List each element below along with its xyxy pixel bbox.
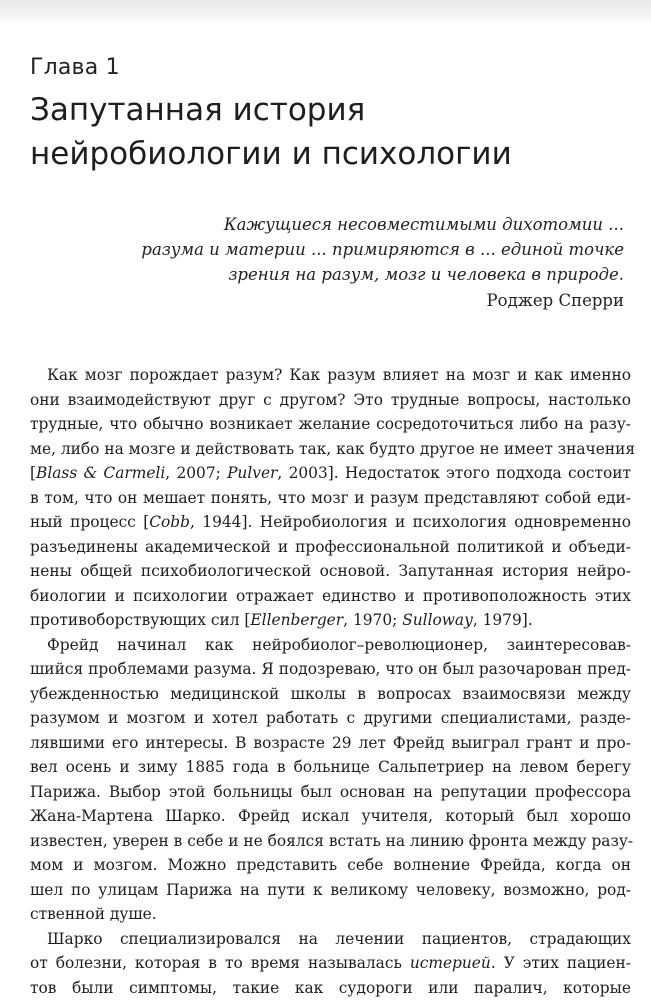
text-line: шел по улицам Парижа на пути к великому человеку, возможно, род- <box>30 880 631 899</box>
text-fragment: , 2003]. Недостаток этого подхода состоит <box>277 464 632 482</box>
text-line: мом и мозгом. Можно представить себе волнение Фрейда, когда он <box>30 856 631 874</box>
chapter-number: Глава 1 <box>30 55 120 80</box>
text-line: разумом и мозгом и хотел работать с другими специалистами, разде- <box>30 709 631 727</box>
emphasized-term: истерией <box>409 954 491 972</box>
text-line <box>30 608 631 633</box>
page-top-shadow <box>0 0 651 26</box>
text-line: они взаимодействуют друг с другом? Это трудные вопросы, настолько <box>30 390 631 409</box>
text-line: в том, что он мешает понять, что мозг и разум представляют собой еди- <box>30 488 631 507</box>
text-line: Как мозг порождает разум? Как разум влияет на мозг и как именно <box>47 366 631 384</box>
chapter-title <box>30 88 630 176</box>
text-line: трудные, что обычно возникает желание сосредоточиться либо на разу- <box>30 415 631 433</box>
text-line: биологии и психологии отражает единство и противоположность этих <box>30 586 631 605</box>
text-fragment: , 1970; <box>343 611 403 629</box>
text-line: ственной душе. <box>30 905 157 923</box>
paragraph <box>30 927 631 1000</box>
paragraph <box>30 363 636 633</box>
text-fragment: . У этих пациен- <box>490 954 631 972</box>
text-line: ме, либо на мозге и действовать так, как будто другое не имеет значения <box>30 439 636 458</box>
text-fragment: противоборствующих сил [ <box>30 611 251 629</box>
text-line <box>30 951 631 976</box>
citation-author: Sulloway <box>402 611 473 629</box>
epigraph-author: Роджер Сперри <box>486 291 624 310</box>
chapter-title-line: нейробиологии и психологии <box>30 136 512 172</box>
text-line: лявшими его интересы. В возрасте 29 лет Фрейд выиграл грант и про- <box>30 733 631 752</box>
chapter-title-line: Запутанная история <box>30 92 366 128</box>
text-fragment: , 1979]. <box>472 611 533 629</box>
text-line: тов были симптомы, такие как судороги или паралич, которые <box>30 978 631 997</box>
citation-author: Ellenberger <box>250 611 344 629</box>
text-line: Шарко специализировался на лечении пациентов, страдающих <box>47 929 631 948</box>
text-line: Жана-Мартена Шарко. Фрейд искал учителя, который был хорошо <box>30 807 631 825</box>
body-text <box>30 363 636 1000</box>
text-line: вел осень и зиму 1885 года в больнице Сальпетриер на левом берегу <box>30 758 631 776</box>
text-fragment: ный процесс [ <box>30 513 150 531</box>
text-line: Фрейд начинал как нейробиолог–революционер, заинтересовав- <box>47 635 631 654</box>
text-line: убежденностью медицинской школы в вопросах взаимосвязи между <box>30 684 631 703</box>
citation-author: Blass & Carmeli <box>36 464 166 482</box>
text-fragment: [ <box>30 464 37 482</box>
text-line <box>30 510 631 535</box>
text-line: Парижа. Выбор этой больницы был основан на репутации профессора <box>30 782 631 801</box>
text-line: шийся проблемами разума. Я подозреваю, что он был разочарован пред- <box>30 660 631 678</box>
text-fragment: от болезни, которая в то время называлась <box>30 954 410 972</box>
paragraph <box>30 633 634 927</box>
epigraph-line: Кажущиеся несовместимыми дихотомии ... <box>223 215 624 234</box>
text-line: нены общей психобиологической основой. Запутанная история нейро- <box>30 562 631 580</box>
text-line: разъединены академической и профессиональной политикой и объеди- <box>30 537 631 556</box>
text-fragment: , 1944]. Нейробиология и психология одновременно <box>189 513 631 531</box>
text-line: известен, уверен в себе и не боялся встать на линию фронта между разу- <box>30 831 634 850</box>
epigraph-line: разума и материи ... примиряются в ... единой точке <box>141 240 624 259</box>
epigraph-line: зрения на разум, мозг и человека в природе. <box>228 265 624 284</box>
text-fragment: , 2007; <box>165 464 228 482</box>
text-line <box>30 461 631 486</box>
epigraph <box>64 212 624 313</box>
citation-author: Pulver <box>227 464 278 482</box>
citation-author: Cobb <box>149 513 190 531</box>
